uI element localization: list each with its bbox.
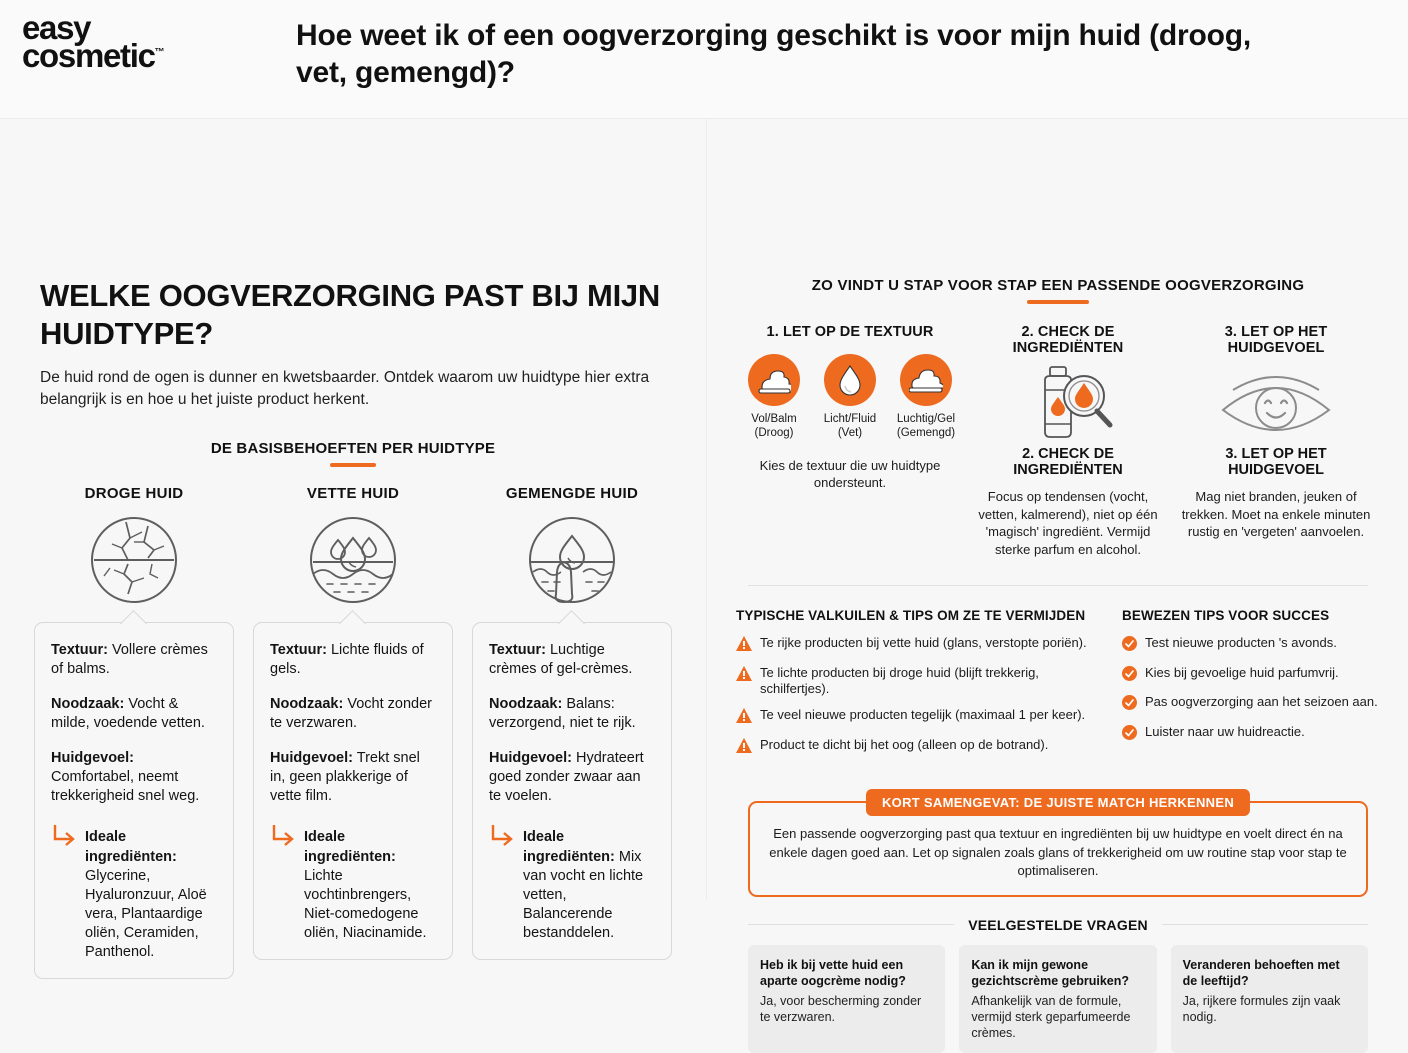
step-ingredients	[964, 324, 1172, 559]
card-textuur: Textuur: Luchtige crèmes of gel-crèmes.	[489, 641, 633, 677]
faq-item	[959, 945, 1156, 1053]
droplet-icon	[824, 354, 876, 406]
faq-answer: Ja, rijkere formules zijn vaak nodig.	[1182, 993, 1341, 1024]
gel-swirl-icon	[900, 354, 952, 406]
check-circle-icon	[1122, 636, 1137, 656]
rule-right	[1162, 924, 1368, 925]
card-noodzaak: Noodzaak: Balans: verzorgend, niet te rijk.	[489, 695, 636, 731]
check-circle-icon	[1122, 725, 1137, 745]
trademark-mark: ™	[154, 46, 164, 58]
card-title: GEMENGDE HUID	[505, 484, 639, 502]
pitfalls-list	[736, 608, 1100, 767]
warning-icon	[736, 666, 752, 686]
check-circle-icon	[1122, 695, 1137, 715]
pitfalls-and-tips	[736, 608, 1380, 767]
skin-type-cards	[0, 485, 706, 980]
step-texture	[736, 324, 964, 559]
oily-skin-icon	[253, 512, 453, 608]
step-text: Focus op tendensen (vocht, vetten, kalmerend), niet op één 'magisch' ingrediënt. Vermijd sterke parfum en alcohol.	[978, 489, 1158, 558]
step-subtitle: 3. LET OP HET HUIDGEVOEL	[1225, 446, 1327, 478]
balm-swirl-icon	[748, 354, 800, 406]
step-text: Kies de textuur die uw huidtype ondersteunt.	[759, 457, 941, 491]
page-title: Hoe weet ik of een oogverzorging geschikt is voor mijn huid (droog, vet, gemengd)?	[296, 19, 1252, 89]
card-title: VETTE HUID	[306, 484, 400, 502]
list-item-text: Kies bij gevoelige huid parfumvrij.	[1145, 664, 1339, 680]
list-item-text: Te lichte producten bij droge huid (blijft trekkerig, schilfertjes).	[760, 664, 1039, 697]
check-circle-icon	[1122, 666, 1137, 686]
brand-line-1: easy	[22, 9, 91, 46]
texture-option	[894, 354, 958, 441]
faq-answer: Ja, voor bescherming zonder te verzwaren.	[760, 993, 922, 1024]
left-heading: WELKE OOGVERZORGING PAST BIJ MIJN HUIDTYPE?	[40, 278, 660, 351]
texture-option	[742, 354, 806, 441]
texture-label: Luchtig/Gel (Gemengd)	[896, 413, 956, 440]
combination-skin-icon	[472, 512, 672, 608]
accent-underline	[1027, 300, 1089, 304]
list-item	[736, 665, 1100, 699]
card-ingredients: Ideale ingrediënten: Lichte vochtinbrengers, Niet-comedogene oliën, Niacinamide.	[270, 828, 436, 943]
summary-text: Een passende oogverzorging past qua textuur en ingrediënten bij uw huidtype en voelt direct én na enkele dagen goed aan. Let op signalen zoals glans of trekkerigheid om uw routine stap voor stap te optimaliseren.	[769, 826, 1347, 879]
faq-answer: Afhankelijk van de formule, vermijd sterk geparfumeerde crèmes.	[971, 993, 1131, 1040]
list-item	[1122, 665, 1380, 686]
brand-logo	[22, 9, 212, 74]
card-bubble	[253, 622, 453, 961]
card-bubble	[34, 622, 234, 980]
smiling-eye-icon	[1178, 366, 1374, 440]
list-item	[1122, 724, 1380, 745]
steps-row	[736, 324, 1380, 559]
card-huidgevoel: Huidgevoel: Trekt snel in, geen plakkerige of vette film.	[270, 750, 420, 805]
arrow-down-right-icon	[489, 822, 515, 850]
skin-type-card	[472, 485, 672, 980]
list-item	[736, 707, 1100, 728]
list-item	[1122, 694, 1380, 715]
card-textuur: Textuur: Lichte fluids of gels.	[270, 641, 424, 677]
step-title: 3. LET OP HET HUIDGEVOEL	[1224, 324, 1328, 356]
arrow-down-right-icon	[51, 822, 77, 850]
list-item-text: Luister naar uw huidreactie.	[1145, 724, 1305, 740]
faq-question: Veranderen behoeften met de leeftijd?	[1182, 957, 1340, 988]
warning-icon	[736, 636, 752, 656]
texture-label: Vol/Balm (Droog)	[751, 413, 797, 440]
card-textuur: Textuur: Vollere crèmes of balms.	[51, 641, 208, 677]
left-intro-text: De huid rond de ogen is dunner en kwetsbaarder. Ontdek waarom uw huidtype hier extra belangrijk is en hoe u het juiste product herkent.	[40, 368, 650, 409]
step-subtitle: 2. CHECK DE INGREDIËNTEN	[1013, 446, 1123, 478]
list-item	[1122, 635, 1380, 656]
rule-left	[748, 924, 954, 925]
tips-list	[1122, 608, 1380, 767]
texture-options	[742, 354, 958, 441]
dry-skin-icon	[34, 512, 234, 608]
faq-heading-row	[748, 917, 1368, 933]
list-item-text: Pas oogverzorging aan het seizoen aan.	[1145, 694, 1378, 710]
basics-section-heading: DE BASISBEHOEFTEN PER HUIDTYPE	[210, 439, 496, 457]
card-huidgevoel: Huidgevoel: Comfortabel, neemt trekkerigheid snel weg.	[51, 750, 200, 805]
list-item-text: Te veel nieuwe producten tegelijk (maximaal 1 per keer).	[760, 707, 1086, 723]
accent-underline	[330, 463, 376, 467]
faq-question: Kan ik mijn gewone gezichtscrème gebruiken?	[971, 957, 1130, 988]
left-column	[0, 237, 706, 1019]
skin-type-card	[34, 485, 234, 980]
step-title: 1. LET OP DE TEXTUUR	[766, 324, 934, 340]
list-item-text: Test nieuwe producten 's avonds.	[1145, 634, 1337, 650]
list-item-text: Product te dicht bij het oog (alleen op de botrand).	[760, 737, 1049, 753]
steps-section-heading: ZO VINDT U STAP VOOR STAP EEN PASSENDE OOGVERZORGING	[811, 277, 1305, 294]
card-ingredients: Ideale ingrediënten: Glycerine, Hyaluronzuur, Aloë vera, Plantaardige oliën, Ceramiden, Panthenol.	[51, 828, 217, 962]
summary-box	[748, 795, 1368, 896]
tips-heading: BEWEZEN TIPS VOOR SUCCES	[1122, 607, 1330, 623]
step-text: Mag niet branden, jeuken of trekken. Moet na enkele minuten rustig en 'vergeten' aanvoelen.	[1181, 489, 1371, 540]
arrow-down-right-icon	[270, 822, 296, 850]
bottle-magnifier-icon	[970, 366, 1166, 440]
faq-heading: VEELGESTELDE VRAGEN	[968, 916, 1148, 933]
card-ingredients: Ideale ingrediënten: Mix van vocht en lichte vetten, Balancerende bestanddelen.	[489, 828, 655, 943]
card-bubble	[472, 622, 672, 961]
list-item	[736, 635, 1100, 656]
list-item-text: Te rijke producten bij vette huid (glans, verstopte poriën).	[760, 634, 1087, 650]
faq-item	[1171, 945, 1368, 1053]
texture-label: Licht/Fluid (Vet)	[823, 413, 877, 440]
pitfalls-heading: TYPISCHE VALKUILEN & TIPS OM ZE TE VERMIJDEN	[736, 607, 1086, 623]
texture-option	[818, 354, 882, 441]
skin-type-card	[253, 485, 453, 980]
section-divider	[748, 585, 1368, 586]
card-noodzaak: Noodzaak: Vocht & milde, voedende vetten.	[51, 695, 205, 731]
step-title: 2. CHECK DE INGREDIËNTEN	[1012, 324, 1124, 356]
card-noodzaak: Noodzaak: Vocht zonder te verzwaren.	[270, 695, 432, 731]
page-header	[0, 0, 1408, 119]
list-item	[736, 737, 1100, 758]
warning-icon	[736, 738, 752, 758]
warning-icon	[736, 708, 752, 728]
brand-line-2: cosmetic™	[22, 36, 164, 74]
right-column	[706, 237, 1408, 1040]
card-huidgevoel: Huidgevoel: Hydrateert goed zonder zwaar aan te voelen.	[489, 750, 644, 805]
faq-question: Heb ik bij vette huid een aparte oogcrème nodig?	[760, 957, 906, 988]
faq-list	[748, 945, 1368, 1053]
step-skinfeel	[1172, 324, 1380, 559]
summary-badge: KORT SAMENGEVAT: DE JUISTE MATCH HERKENNEN	[866, 789, 1250, 816]
card-title: DROGE HUID	[84, 484, 184, 502]
faq-item	[748, 945, 945, 1053]
